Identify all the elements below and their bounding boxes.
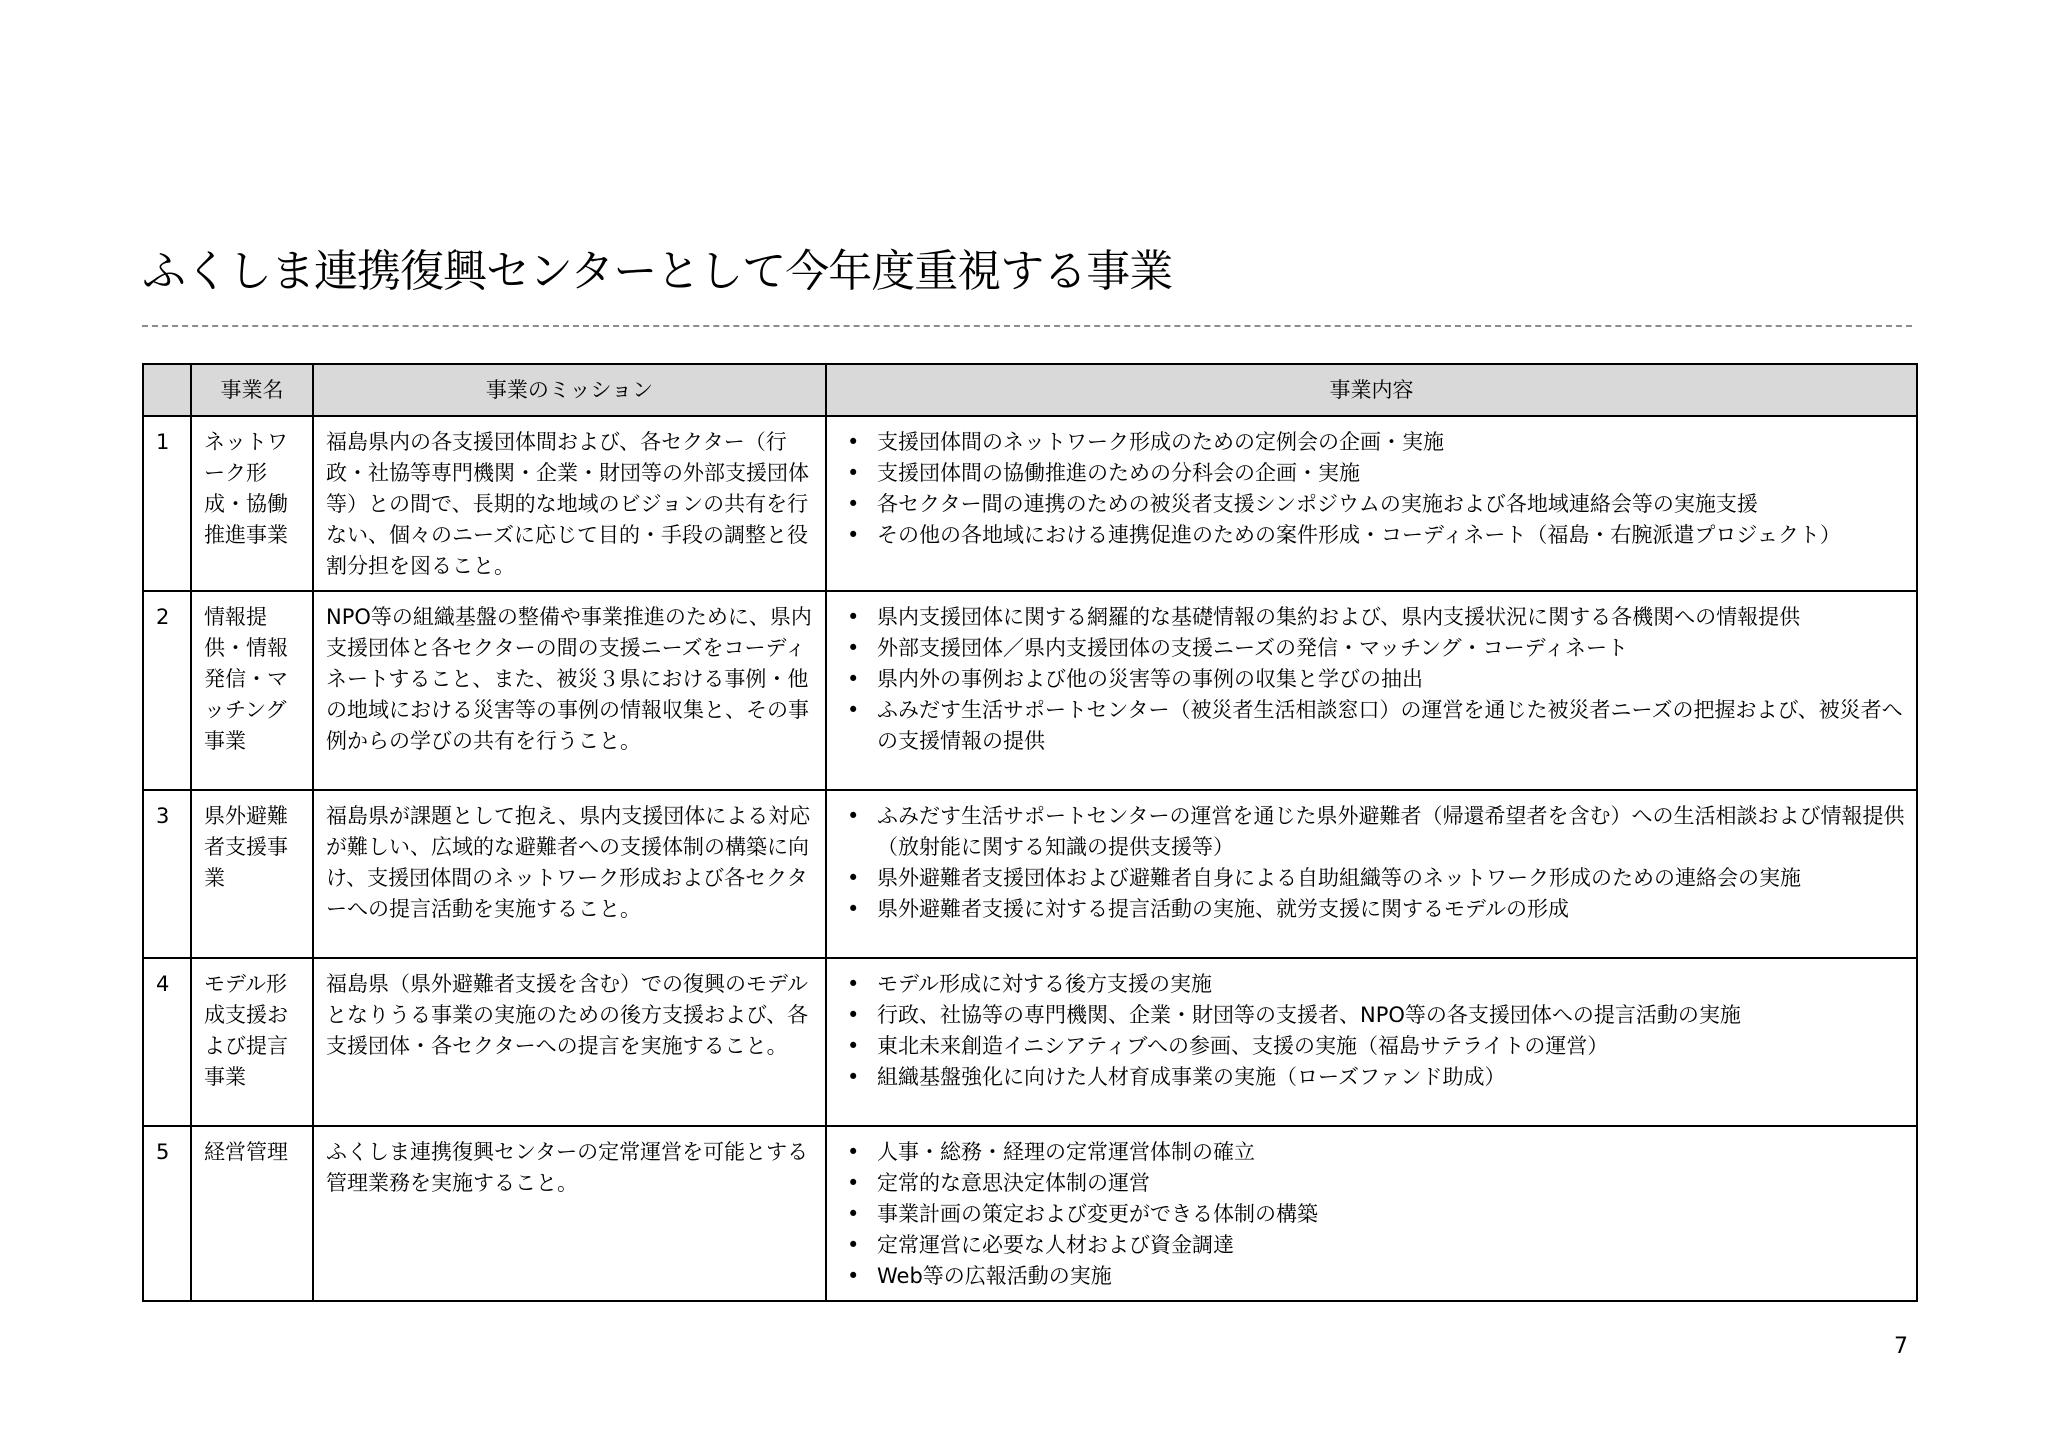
header-number <box>143 364 191 416</box>
project-content <box>826 416 1917 591</box>
content-list <box>839 801 1906 925</box>
row-number: 4 <box>143 958 191 1126</box>
project-name: 県外避難者支援事業 <box>191 790 313 958</box>
table-row <box>143 591 1917 790</box>
project-name: 情報提供・情報発信・マッチング事業 <box>191 591 313 790</box>
title-divider <box>142 325 1912 327</box>
list-item: • ふみだす生活サポートセンターの運営を通じた県外避難者（帰還希望者を含む）への生活相談および情報提供（放射能に関する知識の提供支援等） <box>839 801 1906 863</box>
content-list <box>839 602 1906 757</box>
list-item: • 定常的な意思決定体制の運営 <box>839 1168 1906 1199</box>
list-item: • 支援団体間の協働推進のための分科会の企画・実施 <box>839 458 1906 489</box>
list-item: • Web等の広報活動の実施 <box>839 1261 1906 1292</box>
content-list <box>839 1137 1906 1292</box>
project-table <box>142 363 1918 1302</box>
list-item: • 東北未来創造イニシアティブへの参画、支援の実施（福島サテライトの運営） <box>839 1031 1906 1062</box>
list-item: • 定常運営に必要な人材および資金調達 <box>839 1230 1906 1261</box>
content-list <box>839 969 1906 1093</box>
header-mission: 事業のミッション <box>313 364 826 416</box>
project-content <box>826 958 1917 1126</box>
row-number: 2 <box>143 591 191 790</box>
project-name: モデル形成支援および提言事業 <box>191 958 313 1126</box>
list-item: • ふみだす生活サポートセンター（被災者生活相談窓口）の運営を通じた被災者ニーズの把握および、被災者への支援情報の提供 <box>839 695 1906 757</box>
row-number: 1 <box>143 416 191 591</box>
table-header-row <box>143 364 1917 416</box>
project-content <box>826 1126 1917 1301</box>
list-item: • 組織基盤強化に向けた人材育成事業の実施（ローズファンド助成） <box>839 1062 1906 1093</box>
row-number: 5 <box>143 1126 191 1301</box>
project-mission: 福島県が課題として抱え、県内支援団体による対応が難しい、広域的な避難者への支援体制の構築に向け、支援団体間のネットワーク形成および各セクターへの提言活動を実施すること。 <box>313 790 826 958</box>
list-item: • 行政、社協等の専門機関、企業・財団等の支援者、NPO等の各支援団体への提言活動の実施 <box>839 1000 1906 1031</box>
table-row <box>143 416 1917 591</box>
list-item: • 人事・総務・経理の定常運営体制の確立 <box>839 1137 1906 1168</box>
table-row <box>143 1126 1917 1301</box>
list-item: • 各セクター間の連携のための被災者支援シンポジウムの実施および各地域連絡会等の実施支援 <box>839 489 1906 520</box>
project-name: ネットワーク形成・協働推進事業 <box>191 416 313 591</box>
list-item: • 県外避難者支援団体および避難者自身による自助組織等のネットワーク形成のための連絡会の実施 <box>839 863 1906 894</box>
project-content <box>826 790 1917 958</box>
project-mission: ふくしま連携復興センターの定常運営を可能とする管理業務を実施すること。 <box>313 1126 826 1301</box>
list-item: • 支援団体間のネットワーク形成のための定例会の企画・実施 <box>839 427 1906 458</box>
list-item: • 県内支援団体に関する網羅的な基礎情報の集約および、県内支援状況に関する各機関への情報提供 <box>839 602 1906 633</box>
page-title: ふくしま連携復興センターとして今年度重視する事業 <box>142 246 1173 297</box>
list-item: • 県内外の事例および他の災害等の事例の収集と学びの抽出 <box>839 664 1906 695</box>
project-mission: 福島県内の各支援団体間および、各セクター（行政・社協等専門機関・企業・財団等の外部支援団体等）との間で、長期的な地域のビジョンの共有を行ない、個々のニーズに応じて目的・手段の調整と役割分担を図ること。 <box>313 416 826 591</box>
row-number: 3 <box>143 790 191 958</box>
project-mission: NPO等の組織基盤の整備や事業推進のために、県内支援団体と各セクターの間の支援ニーズをコーディネートすること、また、被災３県における事例・他の地域における災害等の事例の情報収集と、その事例からの学びの共有を行うこと。 <box>313 591 826 790</box>
page-number: 7 <box>1894 1334 1908 1359</box>
list-item: • その他の各地域における連携促進のための案件形成・コーディネート（福島・右腕派遣プロジェクト） <box>839 520 1906 551</box>
list-item: • 事業計画の策定および変更ができる体制の構築 <box>839 1199 1906 1230</box>
project-mission: 福島県（県外避難者支援を含む）での復興のモデルとなりうる事業の実施のための後方支援および、各支援団体・各セクターへの提言を実施すること。 <box>313 958 826 1126</box>
table-row <box>143 958 1917 1126</box>
project-name: 経営管理 <box>191 1126 313 1301</box>
content-list <box>839 427 1906 551</box>
header-name: 事業名 <box>191 364 313 416</box>
header-content: 事業内容 <box>826 364 1917 416</box>
list-item: • モデル形成に対する後方支援の実施 <box>839 969 1906 1000</box>
list-item: • 外部支援団体／県内支援団体の支援ニーズの発信・マッチング・コーディネート <box>839 633 1906 664</box>
table-row <box>143 790 1917 958</box>
list-item: • 県外避難者支援に対する提言活動の実施、就労支援に関するモデルの形成 <box>839 894 1906 925</box>
project-content <box>826 591 1917 790</box>
